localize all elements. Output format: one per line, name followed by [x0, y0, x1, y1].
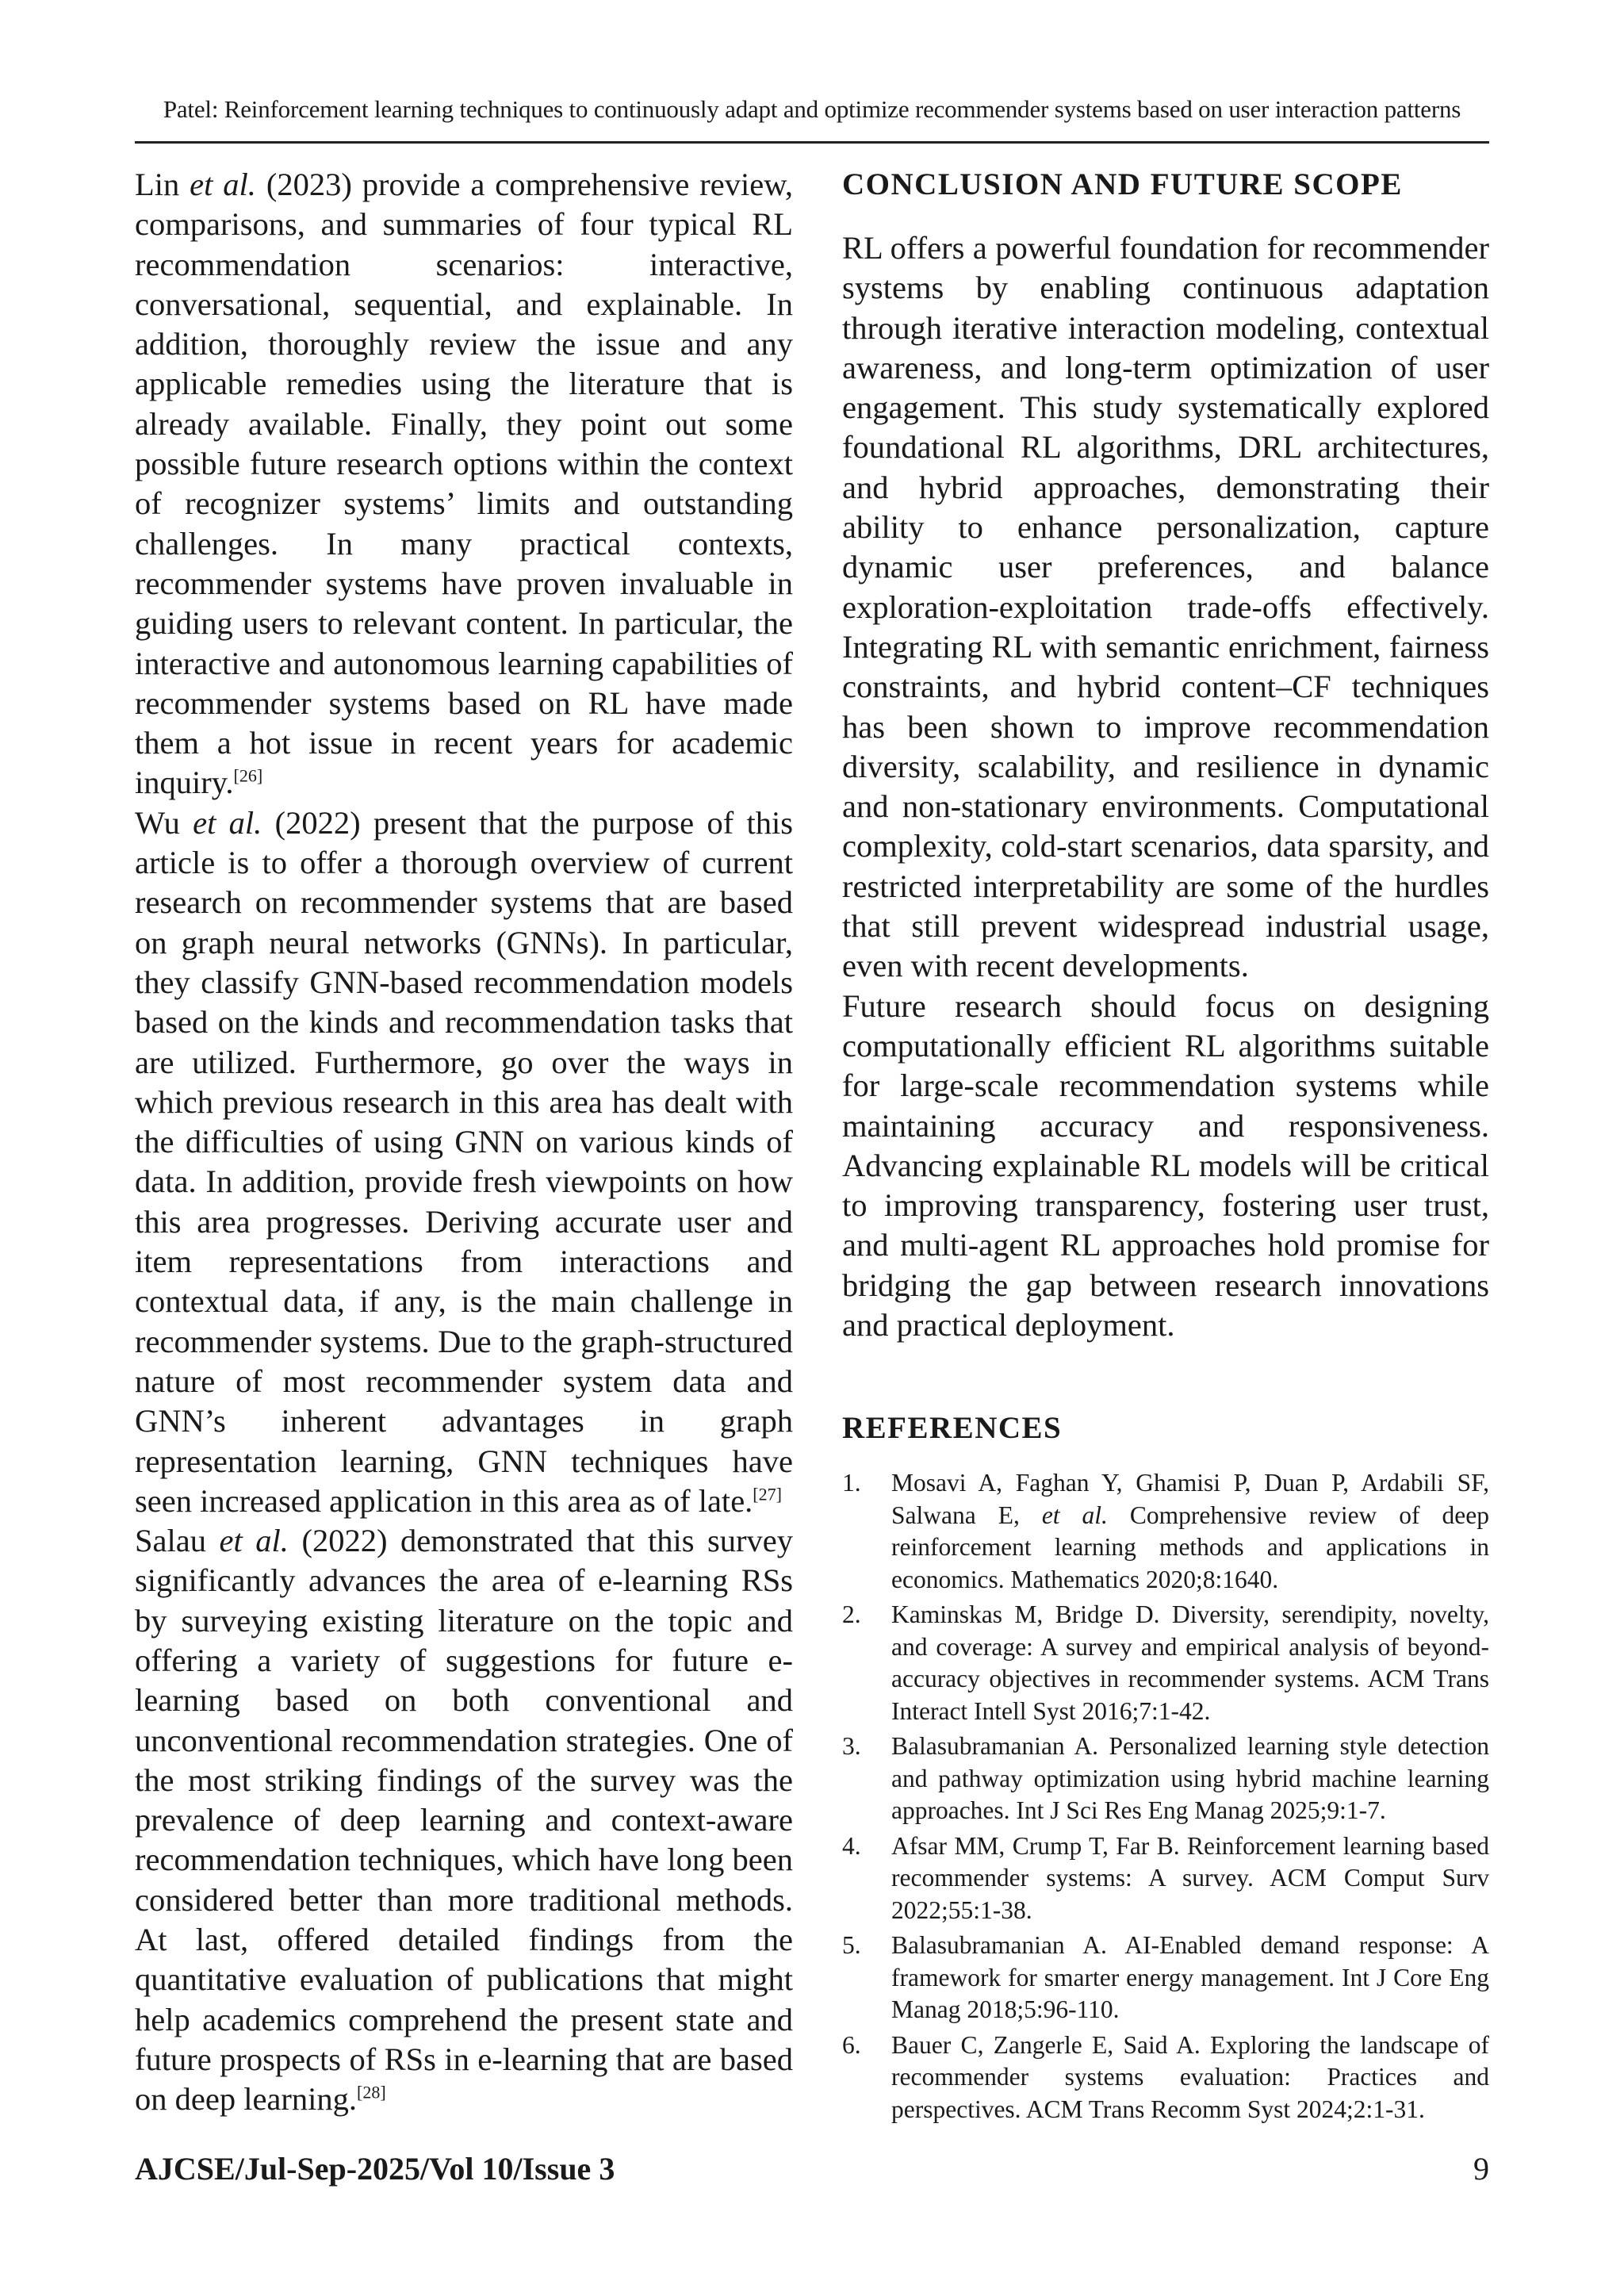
section-title-conclusion: CONCLUSION AND FUTURE SCOPE: [842, 167, 1403, 201]
et-al: et al.: [219, 1523, 289, 1559]
paragraph-wu: [135, 803, 793, 1521]
footer-journal-info: AJCSE/Jul-Sep-2025/Vol 10/Issue 3: [135, 2151, 615, 2187]
reference-number: 6.: [842, 2030, 861, 2059]
reference-number: 3.: [842, 1732, 861, 1761]
reference-number: 1.: [842, 1469, 861, 1497]
paragraph-text: (2022) demonstrated that this survey significantly advances the area of e-learning RSs by surveying existing literature on the topic and offering a variety of suggestions for future e-learning based on both conventional and unconventional recommendation strategies. One of the most striking findings of the survey was the prevalence of deep learning and context-aware recommendation techniques, which have long been considered better than more traditional methods. At last, offered detailed findings from the quantitative evaluation of publications that might help academics comprehend the present state and future prospects of RSs in e-learning that are based on deep learning.: [135, 1523, 794, 2118]
reference-text: Bauer C, Zangerle E, Said A. Exploring the landscape of recommender systems evaluation: Practices and perspectives. ACM Trans Recomm Syst 2024;2:1-31.: [891, 2030, 1489, 2123]
reference-item: [842, 1467, 1489, 1596]
footer-page-number: 9: [1473, 2151, 1489, 2187]
paragraph-text: (2022) present that the purpose of this article is to offer a thorough overview of current research on recommender systems that are based on graph neural networks (GNNs). In particular, they classify GNN-based recommendation models based on the kinds and recommendation tasks that are utilized. Furthermore, go over the ways in which previous research in this area has dealt with the difficulties of using GNN on various kinds of data. In addition, provide fresh viewpoints on how this area progresses. Deriving accurate user and item representations from interactions and contextual data, if any, is the main challenge in recommender systems. Due to the graph-structured nature of most recommender system data and GNN’s inherent advantages in graph representation learning, GNN techniques have seen increased application in this area as of late.: [135, 804, 793, 1519]
et-al: et al.: [1041, 1501, 1108, 1529]
reference-title: Comprehensive review of deep reinforcement learning methods and applications in economics. Mathematics 2020;8:1640.: [891, 1501, 1489, 1593]
conclusion-paragraph-1: RL offers a powerful foundation for recommender systems by enabling continuous adaptation through iterative interaction modeling, contextual awareness, and long-term optimization of user engagement. This study systematically explored foundational RL algorithms, DRL architectures, and hybrid approaches, demonstrating their ability to enhance personalization, capture dynamic user preferences, and balance exploration-exploitation trade-offs effectively. Integrating RL with semantic enrichment, fairness constraints, and hybrid content–CF techniques has been shown to improve recommendation diversity, scalability, and resilience in dynamic and non-stationary environments. Computational complexity, cold-start scenarios, data sparsity, and restricted interpretability are some of the hurdles that still prevent widespread industrial usage, even with recent developments.: [842, 230, 1489, 984]
conclusion-paragraph-2: Future research should focus on designing computationally efficient RL algorithms suitable for large-scale recommendation systems while maintaining accuracy and responsiveness. Advancing explainable RL models will be critical to improving transparency, fostering user trust, and multi-agent RL approaches hold promise for bridging the gap between research innovations and practical deployment.: [842, 987, 1489, 1343]
reference-item: [842, 2030, 1489, 2126]
reference-item: [842, 1830, 1489, 1927]
reference-text: Balasubramanian A. Personalized learning style detection and pathway optimization using hybrid machine learning approaches. Int J Sci Res Eng Manag 2025;9:1-7.: [891, 1732, 1489, 1825]
reference-text: Kaminskas M, Bridge D. Diversity, serendipity, novelty, and coverage: A survey and empirical analysis of beyond-accuracy objectives in recommender systems. ACM Trans Interact Intell Syst 2016;7:1-42.: [891, 1600, 1489, 1725]
reference-authors: Mosavi A, Faghan Y, Ghamisi P, Duan P, Ardabili SF, Salwana E,: [891, 1469, 1489, 1529]
paragraph-text: (2023) provide a comprehensive review, comparisons, and summaries of four typical RL recommendation scenarios: interactive, conversational, sequential, and explainable. In addition, thoroughly review the issue and any applicable remedies using the literature that is already available. Finally, they point out some possible future research options within the context of recognizer systems’ limits and outstanding challenges. In many practical contexts, recommender systems have proven invaluable in guiding users to relevant content. In particular, the interactive and autonomous learning capabilities of recommender systems based on RL have made them a hot issue in recent years for academic inquiry.: [135, 167, 793, 801]
reference-list: [842, 1467, 1489, 2125]
et-al: et al.: [193, 804, 262, 841]
paragraph-salau: [135, 1521, 793, 2119]
reference-item: [842, 1599, 1489, 1727]
running-header: Patel: Reinforcement learning techniques to continuously adapt and optimize recommender systems based on user interaction patterns: [163, 95, 1461, 123]
section-title-references: REFERENCES: [842, 1411, 1063, 1446]
citation-marker: [27]: [753, 1484, 782, 1504]
reference-number: 2.: [842, 1600, 861, 1629]
citation-marker: [28]: [357, 2082, 386, 2102]
author-name: Wu: [135, 804, 193, 841]
reference-number: 5.: [842, 1931, 861, 1960]
reference-text: [891, 1467, 1489, 1596]
left-column: [135, 165, 793, 2120]
reference-text: Balasubramanian A. AI-Enabled demand response: A framework for smarter energy management. Int J Core Eng Manag 2018;5:96-110.: [891, 1931, 1489, 2024]
right-column: [842, 165, 1489, 2129]
author-name: Salau: [135, 1523, 220, 1559]
reference-text: Afsar MM, Crump T, Far B. Reinforcement learning based recommender systems: A survey. ACM Comput Surv 2022;55:1-38.: [891, 1831, 1489, 1924]
author-name: Lin: [135, 167, 190, 202]
reference-item: [842, 1930, 1489, 2026]
citation-marker: [26]: [233, 765, 263, 786]
et-al: et al.: [190, 167, 256, 202]
paragraph-lin: [135, 165, 793, 803]
reference-item: [842, 1731, 1489, 1827]
reference-number: 4.: [842, 1831, 861, 1860]
header-rule: [135, 141, 1489, 144]
